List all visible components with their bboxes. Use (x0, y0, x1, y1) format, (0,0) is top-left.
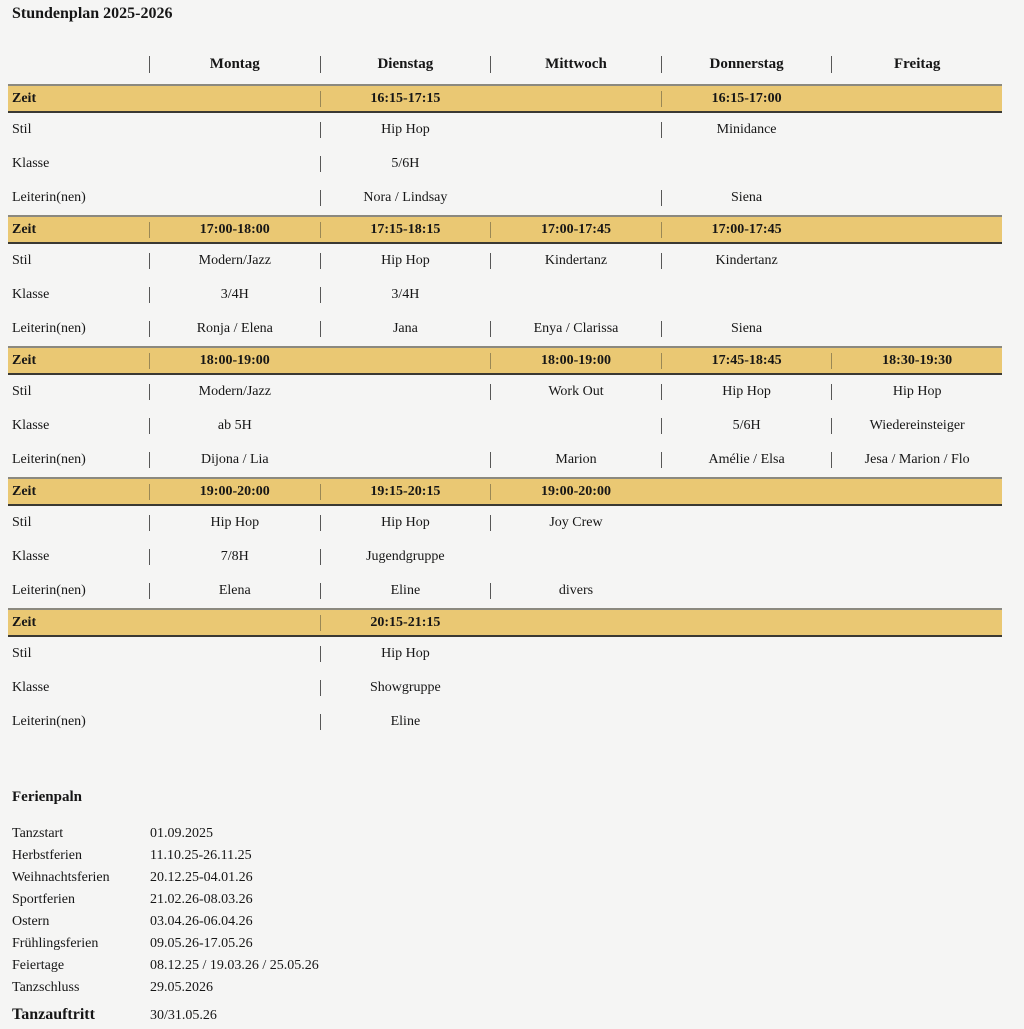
klasse-label: Klasse (12, 680, 50, 695)
ferien-item-value: 20.12.25-04.01.26 (150, 870, 253, 885)
day-header-freitag: Freitag (831, 56, 1002, 73)
day-header-montag: Montag (149, 56, 320, 73)
zeit-cell: 17:00-17:45 (490, 222, 661, 238)
leiterin-row (8, 443, 1002, 477)
zeit-cell: 20:15-21:15 (320, 615, 491, 631)
stil-row (8, 375, 1002, 409)
stil-cell: Hip Hop (320, 253, 491, 269)
stil-label: Stil (12, 515, 32, 530)
ferien-item-sportferien (12, 889, 319, 911)
stil-cell: Joy Crew (490, 515, 661, 531)
stil-cell: Hip Hop (831, 384, 1002, 400)
tanzauftritt-value: 30/31.05.26 (150, 1008, 217, 1023)
zeit-cell: 18:00-19:00 (490, 353, 661, 369)
zeit-cell: 16:15-17:15 (320, 91, 491, 107)
leiterin-cell: Eline (320, 583, 491, 599)
zeit-row (8, 84, 1002, 113)
ferien-item-value: 21.02.26-08.03.26 (150, 892, 253, 907)
klasse-label: Klasse (12, 418, 50, 433)
leiterin-cell: Dijona / Lia (149, 452, 320, 468)
klasse-cell: Wiedereinsteiger (831, 418, 1002, 434)
ferien-item-value: 11.10.25-26.11.25 (150, 848, 252, 863)
zeit-label: Zeit (12, 483, 37, 499)
klasse-label: Klasse (12, 156, 50, 171)
zeit-row (8, 215, 1002, 244)
klasse-label: Klasse (12, 287, 50, 302)
klasse-cell: ab 5H (149, 418, 320, 434)
ferien-item-weihnachtsferien (12, 867, 319, 889)
ferien-item-label: Frühlingsferien (12, 936, 99, 951)
day-header-dienstag: Dienstag (320, 56, 491, 73)
ferien-item-value: 01.09.2025 (150, 826, 213, 841)
klasse-cell: 5/6H (661, 418, 832, 434)
zeit-label: Zeit (12, 352, 37, 368)
stil-label: Stil (12, 253, 32, 268)
ferien-item-value: 09.05.26-17.05.26 (150, 936, 253, 951)
ferien-item-fruehlingsferien (12, 933, 319, 955)
stil-cell: Minidance (661, 122, 832, 138)
leiterin-cell: Nora / Lindsay (320, 190, 491, 206)
klasse-label: Klasse (12, 549, 50, 564)
ferienplan-heading: Ferienpaln (12, 789, 82, 805)
leiterin-cell: Amélie / Elsa (661, 452, 832, 468)
leiterin-cell: Eline (320, 714, 491, 730)
zeit-cell: 18:30-19:30 (831, 353, 1002, 369)
schedule-block-2 (8, 215, 1002, 346)
zeit-cell: 17:15-18:15 (320, 222, 491, 238)
stil-row (8, 244, 1002, 278)
stil-cell: Work Out (490, 384, 661, 400)
zeit-label: Zeit (12, 90, 37, 106)
ferien-item-feiertage (12, 955, 319, 977)
schedule-block-5 (8, 608, 1002, 739)
ferien-item-tanzstart (12, 823, 319, 845)
zeit-row (8, 346, 1002, 375)
ferien-item-value: 08.12.25 / 19.03.26 / 25.05.26 (150, 958, 319, 973)
leiterin-cell: Jesa / Marion / Flo (831, 452, 1002, 468)
zeit-cell: 17:00-18:00 (149, 222, 320, 238)
leiterin-label: Leiterin(nen) (12, 583, 86, 598)
leiterin-cell: divers (490, 583, 661, 599)
zeit-cell: 18:00-19:00 (149, 353, 320, 369)
ferien-item-label: Tanzstart (12, 826, 64, 841)
timetable (8, 45, 1002, 739)
leiterin-cell: Elena (149, 583, 320, 599)
leiterin-label: Leiterin(nen) (12, 321, 86, 336)
zeit-label: Zeit (12, 221, 37, 237)
leiterin-row (8, 312, 1002, 346)
stil-label: Stil (12, 384, 32, 399)
tanzauftritt-label: Tanzauftritt (12, 1006, 95, 1023)
zeit-cell: 16:15-17:00 (661, 91, 832, 107)
klasse-cell: 3/4H (149, 287, 320, 303)
stil-cell: Hip Hop (320, 122, 491, 138)
leiterin-label: Leiterin(nen) (12, 714, 86, 729)
zeit-cell: 17:45-18:45 (661, 353, 832, 369)
ferien-item-herbstferien (12, 845, 319, 867)
stil-cell: Modern/Jazz (149, 253, 320, 269)
klasse-row (8, 278, 1002, 312)
ferien-item-label: Tanzschluss (12, 980, 80, 995)
klasse-cell: Showgruppe (320, 680, 491, 696)
ferien-item-value: 29.05.2026 (150, 980, 213, 995)
leiterin-label: Leiterin(nen) (12, 452, 86, 467)
zeit-row (8, 477, 1002, 506)
leiterin-label: Leiterin(nen) (12, 190, 86, 205)
stil-cell: Hip Hop (661, 384, 832, 400)
stil-cell: Kindertanz (661, 253, 832, 269)
ferienplan-section (12, 789, 319, 999)
zeit-cell: 19:00-20:00 (490, 484, 661, 500)
leiterin-row (8, 574, 1002, 608)
schedule-block-1 (8, 84, 1002, 215)
leiterin-row (8, 705, 1002, 739)
ferien-item-label: Feiertage (12, 958, 65, 973)
ferien-item-label: Herbstferien (12, 848, 82, 863)
day-header-mittwoch: Mittwoch (490, 56, 661, 73)
zeit-cell: 19:15-20:15 (320, 484, 491, 500)
stil-cell: Hip Hop (149, 515, 320, 531)
schedule-block-4 (8, 477, 1002, 608)
zeit-cell: 17:00-17:45 (661, 222, 832, 238)
ferien-item-label: Sportferien (12, 892, 75, 907)
schedule-block-3 (8, 346, 1002, 477)
stil-cell: Hip Hop (320, 646, 491, 662)
zeit-row (8, 608, 1002, 637)
day-header-row (8, 45, 1002, 84)
stil-label: Stil (12, 646, 32, 661)
zeit-label: Zeit (12, 614, 37, 630)
tanzauftritt-row (12, 1006, 217, 1024)
klasse-cell: 3/4H (320, 287, 491, 303)
stil-label: Stil (12, 122, 32, 137)
stil-cell: Kindertanz (490, 253, 661, 269)
klasse-row (8, 540, 1002, 574)
stil-row (8, 506, 1002, 540)
leiterin-cell: Siena (661, 190, 832, 206)
leiterin-cell: Marion (490, 452, 661, 468)
leiterin-cell: Ronja / Elena (149, 321, 320, 337)
klasse-row (8, 671, 1002, 705)
ferien-item-value: 03.04.26-06.04.26 (150, 914, 253, 929)
ferien-item-tanzschluss (12, 977, 319, 999)
klasse-cell: 5/6H (320, 156, 491, 172)
leiterin-cell: Siena (661, 321, 832, 337)
leiterin-cell: Enya / Clarissa (490, 321, 661, 337)
leiterin-row (8, 181, 1002, 215)
day-header-donnerstag: Donnerstag (661, 56, 832, 73)
ferien-item-label: Ostern (12, 914, 50, 929)
ferien-item-ostern (12, 911, 319, 933)
leiterin-cell: Jana (320, 321, 491, 337)
ferien-item-label: Weihnachtsferien (12, 870, 110, 885)
klasse-cell: Jugendgruppe (320, 549, 491, 565)
klasse-cell: 7/8H (149, 549, 320, 565)
stil-row (8, 637, 1002, 671)
stil-cell: Modern/Jazz (149, 384, 320, 400)
stil-cell: Hip Hop (320, 515, 491, 531)
klasse-row (8, 409, 1002, 443)
zeit-cell: 19:00-20:00 (149, 484, 320, 500)
stil-row (8, 113, 1002, 147)
klasse-row (8, 147, 1002, 181)
page-title: Stundenplan 2025-2026 (12, 5, 173, 22)
